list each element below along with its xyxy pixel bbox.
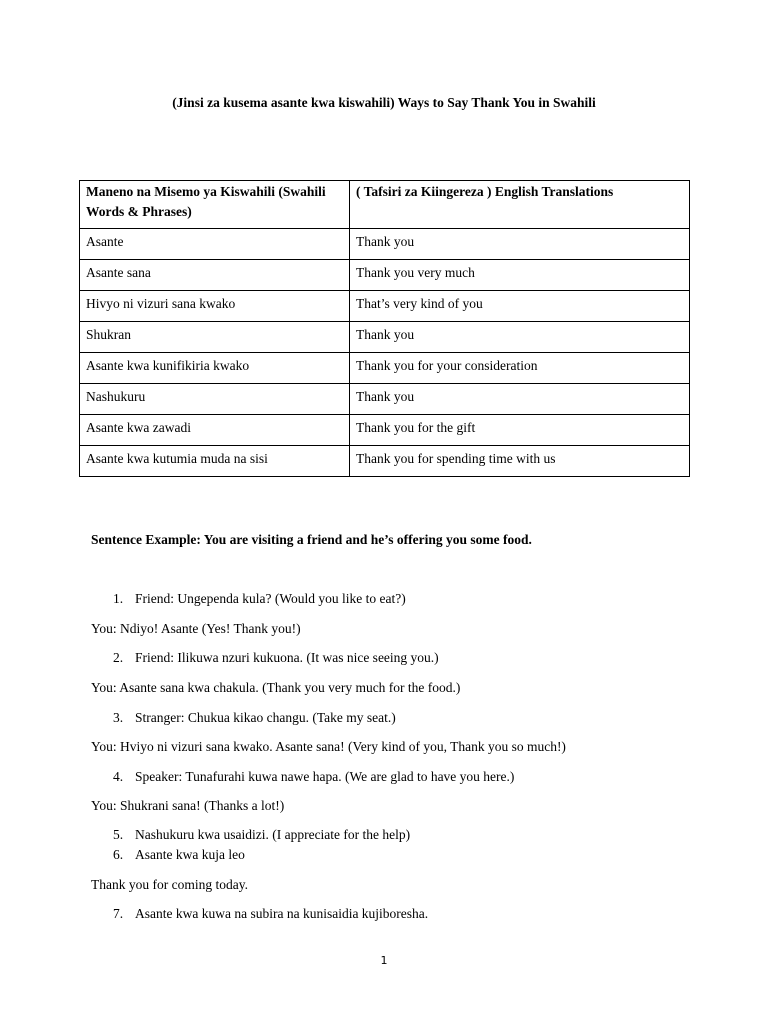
english-cell: Thank you [350,322,690,353]
list-item-number: 6. [113,847,124,862]
table-header-row [80,181,690,229]
english-cell: Thank you [350,229,690,260]
table-row [80,384,690,415]
swahili-cell: Nashukuru [80,384,350,415]
list-item [113,769,514,785]
swahili-cell: Asante [80,229,350,260]
response-line: You: Hviyo ni vizuri sana kwako. Asante sana! (Very kind of you, Thank you so much!) [91,739,566,754]
list-item-number: 1. [113,591,124,606]
response-line: You: Shukrani sana! (Thanks a lot!) [91,798,285,813]
list-item-number: 7. [113,906,124,921]
list-item [113,906,428,922]
list-item-text: Friend: Ilikuwa nzuri kukuona. (It was nice seeing you.) [135,650,439,665]
english-cell: Thank you for the gift [350,415,690,446]
list-item-text: Speaker: Tunafurahi kuwa nawe hapa. (We are glad to have you here.) [135,769,515,784]
page-number: 1 [380,954,388,967]
list-item-number: 2. [113,650,124,665]
list-item-text: Friend: Ungependa kula? (Would you like to eat?) [135,591,406,606]
table-row [80,322,690,353]
swahili-cell: Asante kwa kutumia muda na sisi [80,446,350,477]
list-item [113,650,439,666]
list-item-text: Stranger: Chukua kikao changu. (Take my seat.) [135,710,396,725]
translation-table [79,180,690,477]
list-item-text: Asante kwa kuwa na subira na kunisaidia kujiboresha. [135,906,429,921]
list-item-text: Nashukuru kwa usaidizi. (I appreciate for the help) [135,827,411,842]
list-item-number: 3. [113,710,124,725]
sentence-example-heading: Sentence Example: You are visiting a friend and he’s offering you some food. [91,532,532,547]
response-line: You: Ndiyo! Asante (Yes! Thank you!) [91,621,301,636]
table-header-swahili: Maneno na Misemo ya Kiswahili (Swahili Words & Phrases) [80,181,350,229]
response-line: You: Asante sana kwa chakula. (Thank you very much for the food.) [91,680,461,695]
english-cell: Thank you very much [350,260,690,291]
list-item-text: Asante kwa kuja leo [135,847,245,862]
list-item [113,710,396,726]
swahili-cell: Asante sana [80,260,350,291]
english-cell: Thank you for spending time with us [350,446,690,477]
document-title: (Jinsi za kusema asante kwa kiswahili) Ways to Say Thank You in Swahili [172,95,596,110]
swahili-cell: Asante kwa kunifikiria kwako [80,353,350,384]
table-header-english: ( Tafsiri za Kiingereza ) English Translations [350,181,690,229]
english-cell: Thank you for your consideration [350,353,690,384]
table-row [80,260,690,291]
table-row [80,291,690,322]
list-item-number: 5. [113,827,124,842]
swahili-cell: Asante kwa zawadi [80,415,350,446]
table-row [80,229,690,260]
list-item [113,591,406,607]
table-row [80,353,690,384]
swahili-cell: Shukran [80,322,350,353]
response-line: Thank you for coming today. [91,877,248,892]
list-item [113,827,410,843]
english-cell: That’s very kind of you [350,291,690,322]
english-cell: Thank you [350,384,690,415]
table-row [80,415,690,446]
list-item [113,847,245,863]
table-row [80,446,690,477]
swahili-cell: Hivyo ni vizuri sana kwako [80,291,350,322]
list-item-number: 4. [113,769,124,784]
